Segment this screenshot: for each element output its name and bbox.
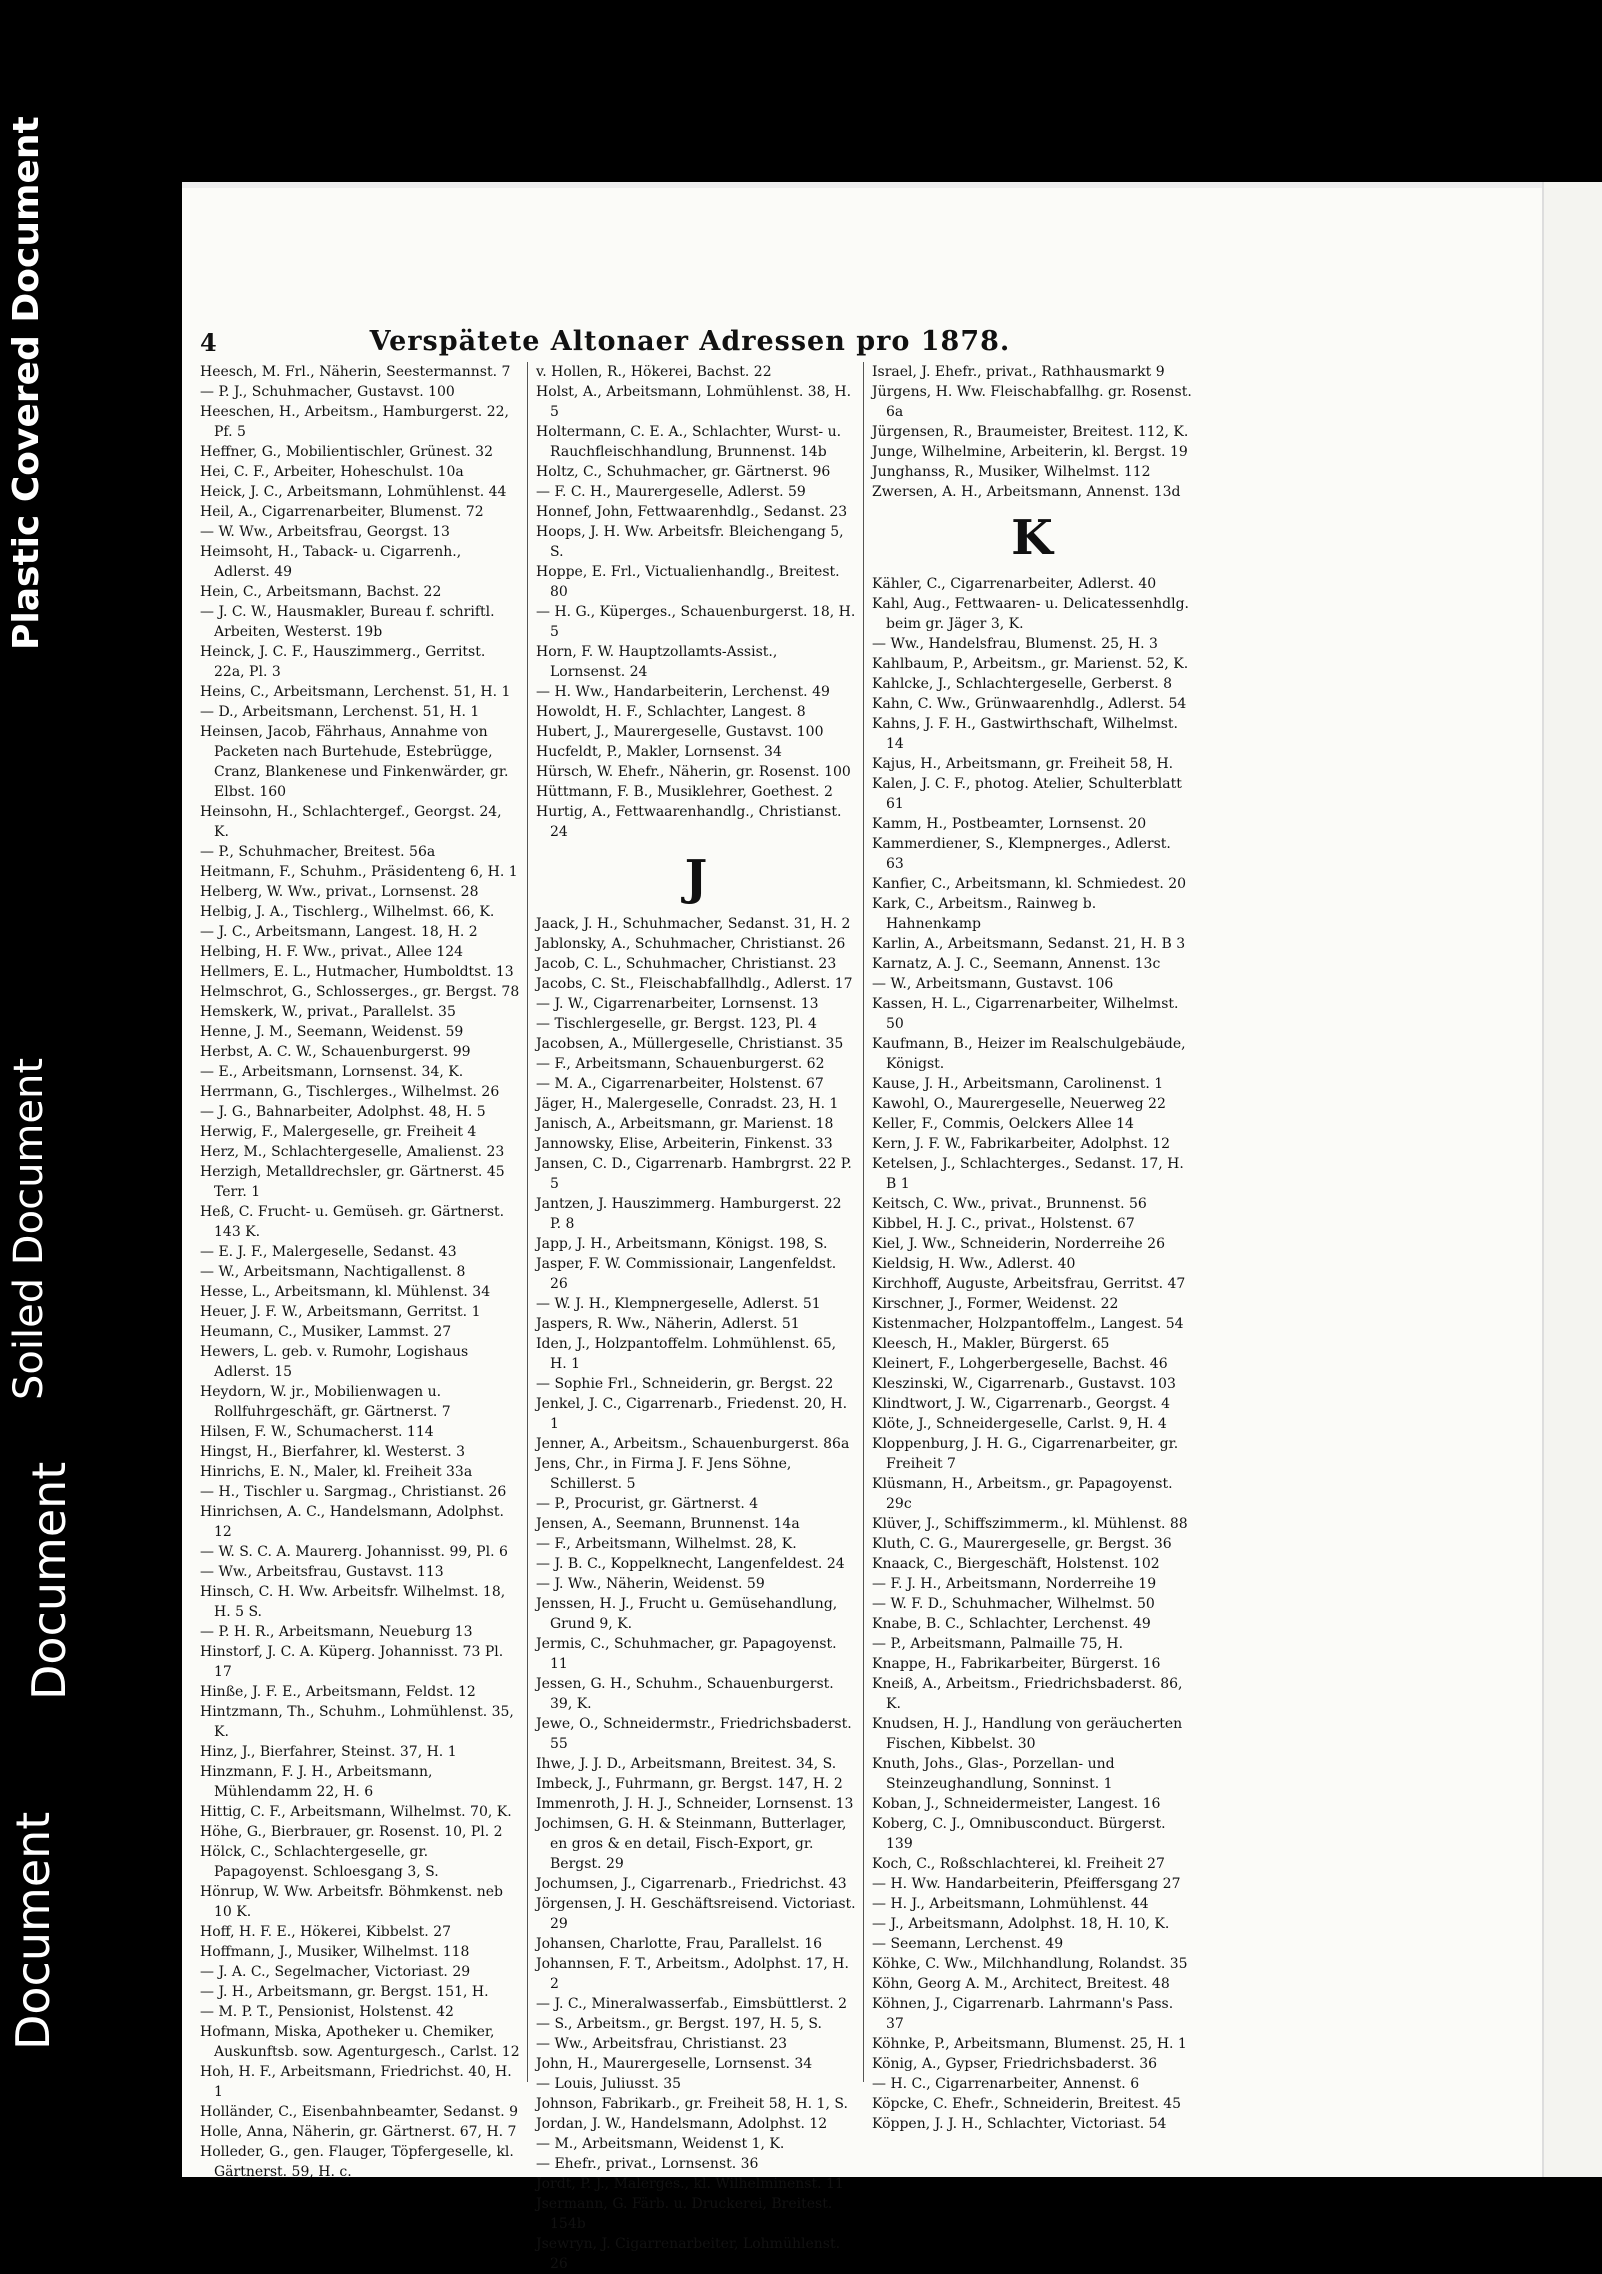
address-entry: Hoh, H. F., Arbeitsmann, Friedrichst. 40, H. 1 (200, 2064, 512, 2100)
address-entry: Israel, J. Ehefr., privat., Rathhausmarkt 9 (872, 364, 1165, 380)
address-entry: — H. Ww. Handarbeiterin, Pfeiffersgang 27 (872, 1876, 1181, 1892)
address-entry: Jensen, A., Seemann, Brunnenst. 14a (536, 1516, 800, 1532)
address-entry: Klöte, J., Schneidergeselle, Carlst. 9, H. 4 (872, 1416, 1167, 1432)
address-entry: Horn, F. W. Hauptzollamts-Assist., Lornsenst. 24 (536, 644, 778, 680)
address-entry: v. Hollen, R., Hökerei, Bachst. 22 (536, 364, 772, 380)
address-entry: Hucfeldt, P., Makler, Lornsenst. 34 (536, 744, 782, 760)
address-entry: Kahlbaum, P., Arbeitsm., gr. Marienst. 52, K. (872, 656, 1189, 672)
address-entry: Hinzmann, F. J. H., Arbeitsmann, Mühlendamm 22, H. 6 (200, 1764, 433, 1800)
address-entry: Ihwe, J. J. D., Arbeitsmann, Breitest. 34, S. (536, 1756, 837, 1772)
address-entry: Hubert, J., Maurergeselle, Gustavst. 100 (536, 724, 824, 740)
address-entry: Jochumsen, J., Cigarrenarb., Friedrichst. 43 (536, 1876, 847, 1892)
address-entry: Kiel, J. Ww., Schneiderin, Norderreihe 26 (872, 1236, 1165, 1252)
address-entry: — P., Procurist, gr. Gärtnerst. 4 (536, 1496, 759, 1512)
address-entry: — J. C. W., Hausmakler, Bureau f. schriftl. Arbeiten, Westerst. 19b (200, 604, 495, 640)
address-entry: Junghanss, R., Musiker, Wilhelmst. 112 (872, 464, 1151, 480)
column-1 (200, 362, 520, 2180)
address-entry: Herz, M., Schlachtergeselle, Amalienst. 23 (200, 1144, 505, 1160)
address-entry: Kajus, H., Arbeitsmann, gr. Freiheit 58, H. (872, 756, 1174, 772)
document-page (182, 182, 1600, 2272)
address-entry: — W. J. H., Klempnergeselle, Adlerst. 51 (536, 1296, 821, 1312)
address-entry: — W. Ww., Arbeitsfrau, Georgst. 13 (200, 524, 450, 540)
address-entry: Jordan, J. W., Handelsmann, Adolphst. 12 (536, 2116, 828, 2132)
address-entry: Ketelsen, J., Schlachterges., Sedanst. 17, H. B 1 (872, 1156, 1184, 1192)
address-entry: Hein, C., Arbeitsmann, Bachst. 22 (200, 584, 442, 600)
address-entry: Iden, J., Holzpantoffelm. Lohmühlenst. 65, H. 1 (536, 1336, 837, 1372)
address-entry: Jessen, G. H., Schuhm., Schauenburgerst. 39, K. (536, 1676, 834, 1712)
address-entry: Heß, C. Frucht- u. Gemüseh. gr. Gärtnerst. 143 K. (200, 1204, 505, 1240)
address-columns (200, 362, 1192, 2272)
address-entry: Honnef, John, Fettwaarenhdlg., Sedanst. 23 (536, 504, 848, 520)
address-entry: Knudsen, H. J., Handlung von geräucherten Fischen, Kibbelst. 30 (872, 1716, 1183, 1752)
spine-label-soiled: Soiled Document (6, 1057, 52, 1400)
address-entry: — Ww., Handelsfrau, Blumenst. 25, H. 3 (872, 636, 1158, 652)
address-entry: Jacob, C. L., Schuhmacher, Christianst. 23 (536, 956, 837, 972)
section-letter: K (1011, 510, 1053, 566)
address-entry: Heinsen, Jacob, Fährhaus, Annahme von Packeten nach Burtehude, Estebrügge, Cranz, Blankenese und Finkenwärder, gr. Elbst. 160 (200, 724, 509, 800)
address-entry: Johansen, Charlotte, Frau, Parallelst. 16 (536, 1936, 823, 1952)
address-entry: — J. B. C., Koppelknecht, Langenfeldest. 24 (536, 1556, 845, 1572)
address-entry: — H. Ww., Handarbeiterin, Lerchenst. 49 (536, 684, 830, 700)
address-entry: Jenkel, J. C., Cigarrenarb., Friedenst. 20, H. 1 (536, 1396, 848, 1432)
address-entry: Heinck, J. C. F., Hauszimmerg., Gerritst. 22a, Pl. 3 (200, 644, 486, 680)
address-entry: Heumann, C., Musiker, Lammst. 27 (200, 1324, 452, 1340)
address-entry: — H. C., Cigarrenarbeiter, Annenst. 6 (872, 2076, 1140, 2092)
column-divider (863, 362, 864, 2082)
page-number: 4 (200, 328, 217, 357)
address-entry: Kause, J. H., Arbeitsmann, Carolinenst. 1 (872, 1076, 1164, 1092)
address-entry: Kneiß, A., Arbeitsm., Friedrichsbaderst. 86, K. (872, 1676, 1183, 1712)
address-entry: Hofmann, Miska, Apotheker u. Chemiker, Auskunftsb. sow. Agenturgesch., Carlst. 12 (200, 2024, 520, 2060)
address-entry: — Tischlergeselle, gr. Bergst. 123, Pl. 4 (536, 1016, 817, 1032)
address-entry: — F., Arbeitsmann, Schauenburgerst. 62 (536, 1056, 825, 1072)
address-entry: — Ww., Arbeitsfrau, Christianst. 23 (536, 2036, 788, 2052)
address-entry: — J. A. C., Segelmacher, Victoriast. 29 (200, 1964, 471, 1980)
address-entry: Jenssen, H. J., Frucht u. Gemüsehandlung, Grund 9, K. (536, 1596, 838, 1632)
address-entry: — Seemann, Lerchenst. 49 (872, 1936, 1064, 1952)
address-entry: Jansen, C. D., Cigarrenarb. Hambrgrst. 22 P. 5 (536, 1156, 852, 1192)
address-entry: Hilsen, F. W., Schumacherst. 114 (200, 1424, 434, 1440)
address-entry: Zwersen, A. H., Arbeitsmann, Annenst. 13d (872, 484, 1181, 500)
address-entry: Junge, Wilhelmine, Arbeiterin, kl. Bergst. 19 (872, 444, 1188, 460)
address-entry: Hintzmann, Th., Schuhm., Lohmühlenst. 35, K. (200, 1704, 514, 1740)
address-entry: — H., Tischler u. Sargmag., Christianst. 26 (200, 1484, 507, 1500)
address-entry: — P. J., Schuhmacher, Gustavst. 100 (200, 384, 455, 400)
address-entry: Kawohl, O., Maurergeselle, Neuerweg 22 (872, 1096, 1166, 1112)
column-2 (536, 362, 856, 2272)
address-entry: Koberg, C. J., Omnibusconduct. Bürgerst. 139 (872, 1816, 1166, 1852)
address-entry: — J. C., Arbeitsmann, Langest. 18, H. 2 (200, 924, 478, 940)
address-entry: — F. J. H., Arbeitsmann, Norderreihe 19 (872, 1576, 1157, 1592)
address-entry: Kirschner, J., Former, Weidenst. 22 (872, 1296, 1119, 1312)
address-entry: Hinz, J., Bierfahrer, Steinst. 37, H. 1 (200, 1744, 457, 1760)
address-entry: Heitmann, F., Schuhm., Präsidenteng 6, H. 1 (200, 864, 518, 880)
address-entry: — W. F. D., Schuhmacher, Wilhelmst. 50 (872, 1596, 1155, 1612)
address-entry: — W., Arbeitsmann, Nachtigallenst. 8 (200, 1264, 466, 1280)
address-entry: Keitsch, C. Ww., privat., Brunnenst. 56 (872, 1196, 1147, 1212)
address-entry: Heimsoht, H., Taback- u. Cigarrenh., Adlerst. 49 (200, 544, 462, 580)
address-entry: Helberg, W. Ww., privat., Lornsenst. 28 (200, 884, 479, 900)
address-entry: — D., Arbeitsmann, Lerchenst. 51, H. 1 (200, 704, 480, 720)
address-entry: Kahn, C. Ww., Grünwaarenhdlg., Adlerst. 54 (872, 696, 1187, 712)
address-entry: Heuer, J. F. W., Arbeitsmann, Gerritst. 1 (200, 1304, 481, 1320)
address-entry: Hei, C. F., Arbeiter, Hoheschulst. 10a (200, 464, 464, 480)
spine-label-plastic: Plastic Covered Document (6, 116, 47, 650)
address-entry: — F., Arbeitsmann, Wilhelmst. 28, K. (536, 1536, 797, 1552)
address-entry: Koban, J., Schneidermeister, Langest. 16 (872, 1796, 1161, 1812)
address-entry: Kistenmacher, Holzpantoffelm., Langest. 54 (872, 1316, 1184, 1332)
address-entry: Hinrichs, E. N., Maler, kl. Freiheit 33a (200, 1464, 473, 1480)
address-entry: Hesse, L., Arbeitsmann, kl. Mühlenst. 34 (200, 1284, 491, 1300)
address-entry: — S., Arbeitsm., gr. Bergst. 197, H. 5, S. (536, 2016, 822, 2032)
address-entry: Kaufmann, B., Heizer im Realschulgebäude, Königst. (872, 1036, 1186, 1072)
address-entry: — Ehefr., privat., Lornsenst. 36 (536, 2156, 759, 2172)
address-entry: Kähler, C., Cigarrenarbeiter, Adlerst. 40 (872, 576, 1157, 592)
address-entry: Keller, F., Commis, Oelckers Allee 14 (872, 1116, 1134, 1132)
address-entry: Hewers, L. geb. v. Rumohr, Logishaus Adlerst. 15 (200, 1344, 469, 1380)
address-entry: Heick, J. C., Arbeitsmann, Lohmühlenst. 44 (200, 484, 507, 500)
address-entry: Köpcke, C. Ehefr., Schneiderin, Breitest. 45 (872, 2096, 1182, 2112)
address-entry: Kassen, H. L., Cigarrenarbeiter, Wilhelmst. 50 (872, 996, 1179, 1032)
address-entry: — J., Arbeitsmann, Adolphst. 18, H. 10, K. (872, 1916, 1170, 1932)
address-entry: Jochimsen, G. H. & Steinmann, Butterlager, en gros & en detail, Fisch-Export, gr. Bergst. 29 (536, 1816, 847, 1872)
address-entry: Heeschen, H., Arbeitsm., Hamburgerst. 22, Pf. 5 (200, 404, 509, 440)
address-entry: Kleesch, H., Makler, Bürgerst. 65 (872, 1336, 1110, 1352)
address-entry: Jantzen, J. Hauszimmerg. Hamburgerst. 22 P. 8 (536, 1196, 842, 1232)
address-entry: — J. H., Arbeitsmann, gr. Bergst. 151, H. (200, 1984, 489, 2000)
address-entry: — H. G., Küperges., Schauenburgerst. 18, H. 5 (536, 604, 856, 640)
section-letter: J (684, 850, 708, 906)
address-entry: Hoops, J. H. Ww. Arbeitsfr. Bleichengang 5, S. (536, 524, 844, 560)
address-entry: Jörgensen, J. H. Geschäftsreisend. Victoriast. 29 (536, 1896, 856, 1932)
address-entry: Jacobsen, A., Müllergeselle, Christianst. 35 (536, 1036, 844, 1052)
spine-label-document-2: Document (22, 1461, 76, 1700)
address-entry: Kalen, J. C. F., photog. Atelier, Schulterblatt 61 (872, 776, 1182, 812)
address-entry: Kahns, J. F. H., Gastwirthschaft, Wilhelmst. 14 (872, 716, 1178, 752)
address-entry: Kern, J. F. W., Fabrikarbeiter, Adolphst. 12 (872, 1136, 1171, 1152)
address-entry: Jürgens, H. Ww. Fleischabfallhg. gr. Rosenst. 6a (872, 384, 1192, 420)
address-entry: — F. C. H., Maurergeselle, Adlerst. 59 (536, 484, 806, 500)
address-entry: Holst, A., Arbeitsmann, Lohmühlenst. 38, H. 5 (536, 384, 852, 420)
address-entry: Helbig, J. A., Tischlerg., Wilhelmst. 66, K. (200, 904, 495, 920)
address-entry: — J. W., Cigarrenarbeiter, Lornsenst. 13 (536, 996, 819, 1012)
page-edge (1542, 182, 1602, 2177)
address-entry: Hoffmann, J., Musiker, Wilhelmst. 118 (200, 1944, 470, 1960)
address-entry: — J. G., Bahnarbeiter, Adolphst. 48, H. 5 (200, 1104, 486, 1120)
column-divider (527, 362, 528, 2082)
address-entry: Koch, C., Roßschlachterei, kl. Freiheit 27 (872, 1856, 1165, 1872)
address-entry: Jsermann, G. Färb. u. Druckerei, Breitest. 154b (536, 2196, 833, 2232)
address-entry: Hingst, H., Bierfahrer, kl. Westerst. 3 (200, 1444, 466, 1460)
address-entry: Karlin, A., Arbeitsmann, Sedanst. 21, H. B 3 (872, 936, 1186, 952)
address-entry: — E. J. F., Malergeselle, Sedanst. 43 (200, 1244, 457, 1260)
address-entry: Kluth, C. G., Maurergeselle, gr. Bergst. 36 (872, 1536, 1172, 1552)
address-entry: Holleder, G., gen. Flauger, Töpfergeselle, kl. Gärtnerst. 59, H. c. (200, 2144, 514, 2180)
address-entry: Karnatz, A. J. C., Seemann, Annenst. 13c (872, 956, 1161, 972)
column-3 (872, 362, 1192, 2132)
address-entry: — W. S. C. A. Maurerg. Johannisst. 99, Pl. 6 (200, 1544, 508, 1560)
address-entry: Helmschrot, G., Schlosserges., gr. Bergst. 78 (200, 984, 520, 1000)
address-entry: — M. A., Cigarrenarbeiter, Holstenst. 67 (536, 1076, 824, 1092)
address-entry: Holländer, C., Eisenbahnbeamter, Sedanst. 9 (200, 2104, 519, 2120)
address-entry: Holle, Anna, Näherin, gr. Gärtnerst. 67, H. 7 (200, 2124, 517, 2140)
address-entry: — P. H. R., Arbeitsmann, Neueburg 13 (200, 1624, 473, 1640)
address-entry: Hemskerk, W., privat., Parallelst. 35 (200, 1004, 456, 1020)
address-entry: Knappe, H., Fabrikarbeiter, Bürgerst. 16 (872, 1656, 1161, 1672)
address-entry: Köhnen, J., Cigarrenarb. Lahrmann's Pass. 37 (872, 1996, 1174, 2032)
address-entry: — Louis, Juliusst. 35 (536, 2076, 682, 2092)
address-entry: — M., Arbeitsmann, Weidenst 1, K. (536, 2136, 785, 2152)
address-entry: Helbing, H. F. Ww., privat., Allee 124 (200, 944, 464, 960)
address-entry: Klüver, J., Schiffszimmerm., kl. Mühlenst. 88 (872, 1516, 1188, 1532)
address-entry: Heinsohn, H., Schlachtergef., Georgst. 24, K. (200, 804, 502, 840)
address-entry: Hüttmann, F. B., Musiklehrer, Goethest. 2 (536, 784, 833, 800)
address-entry: — P., Schuhmacher, Breitest. 56a (200, 844, 436, 860)
address-entry: Hinstorf, J. C. A. Küperg. Johannisst. 73 Pl. 17 (200, 1644, 504, 1680)
address-entry: Hoff, H. F. E., Hökerei, Kibbelst. 27 (200, 1924, 452, 1940)
address-entry: — E., Arbeitsmann, Lornsenst. 34, K. (200, 1064, 464, 1080)
address-entry: Henne, J. M., Seemann, Weidenst. 59 (200, 1024, 464, 1040)
address-entry: Heesch, M. Frl., Näherin, Seestermannst. 7 (200, 364, 511, 380)
page-title: Verspätete Altonaer Adressen pro 1878. (369, 326, 1011, 357)
address-entry: Knuth, Johs., Glas-, Porzellan- und Steinzeughandlung, Sonninst. 1 (872, 1756, 1115, 1792)
address-entry: Klüsmann, H., Arbeitsm., gr. Papagoyenst. 29c (872, 1476, 1173, 1512)
address-entry: Kieldsig, H. Ww., Adlerst. 40 (872, 1256, 1076, 1272)
address-entry: — J. Ww., Näherin, Weidenst. 59 (536, 1576, 765, 1592)
address-entry: Köppen, J. J. H., Schlachter, Victoriast. 54 (872, 2116, 1167, 2132)
address-entry: Heil, A., Cigarrenarbeiter, Blumenst. 72 (200, 504, 484, 520)
address-entry: Herzigh, Metalldrechsler, gr. Gärtnerst. 45 Terr. 1 (200, 1164, 505, 1200)
address-entry: Hittig, C. F., Arbeitsmann, Wilhelmst. 70, K. (200, 1804, 512, 1820)
address-entry: Jermis, C., Schuhmacher, gr. Papagoyenst. 11 (536, 1636, 837, 1672)
address-entry: Kloppenburg, J. H. G., Cigarrenarbeiter, gr. Freiheit 7 (872, 1436, 1179, 1472)
address-entry: Jordt, P. J., Malerges., kl. Wilhelminenst. 11 (536, 2176, 844, 2192)
address-entry: Johnson, Fabrikarb., gr. Freiheit 58, H. 1, S. (536, 2096, 848, 2112)
address-entry: Knaack, C., Biergeschäft, Holstenst. 102 (872, 1556, 1160, 1572)
address-entry: — J. C., Mineralwasserfab., Eimsbüttlerst. 2 (536, 1996, 848, 2012)
address-entry: Imbeck, J., Fuhrmann, gr. Bergst. 147, H. 2 (536, 1776, 843, 1792)
address-entry: Hinrichsen, A. C., Handelsmann, Adolphst. 12 (200, 1504, 504, 1540)
address-entry: — M. P. T., Pensionist, Holstenst. 42 (200, 2004, 454, 2020)
page-header (200, 322, 1180, 362)
address-entry: Janisch, A., Arbeitsmann, gr. Marienst. 18 (536, 1116, 834, 1132)
address-entry: Heydorn, W. jr., Mobilienwagen u. Rollfuhrgeschäft, gr. Gärtnerst. 7 (200, 1384, 451, 1420)
address-entry: Heins, C., Arbeitsmann, Lerchenst. 51, H. 1 (200, 684, 511, 700)
address-entry: — P., Arbeitsmann, Palmaille 75, H. (872, 1636, 1124, 1652)
address-entry: Knabe, B. C., Schlachter, Lerchenst. 49 (872, 1616, 1151, 1632)
address-entry: Hellmers, E. L., Hutmacher, Humboldtst. 13 (200, 964, 514, 980)
address-entry: Jäger, H., Malergeselle, Conradst. 23, H. 1 (536, 1096, 839, 1112)
address-entry: Howoldt, H. F., Schlachter, Langest. 8 (536, 704, 806, 720)
address-entry: Kark, C., Arbeitsm., Rainweg b. Hahnenkamp (872, 896, 1097, 932)
address-entry: Holtermann, C. E. A., Schlachter, Wurst- u. Rauchfleischhandlung, Brunnenst. 14b (536, 424, 842, 460)
address-entry: Jaspers, R. Ww., Näherin, Adlerst. 51 (536, 1316, 800, 1332)
address-entry: Klindtwort, J. W., Cigarrenarb., Georgst. 4 (872, 1396, 1171, 1412)
address-entry: Köhke, C. Ww., Milchhandlung, Rolandst. 35 (872, 1956, 1188, 1972)
address-entry: Hürsch, W. Ehefr., Näherin, gr. Rosenst. 100 (536, 764, 851, 780)
address-entry: Jasper, F. W. Commissionair, Langenfeldst. 26 (536, 1256, 837, 1292)
address-entry: Jenner, A., Arbeitsm., Schauenburgerst. 86a (536, 1436, 850, 1452)
spine-label-document: Document (6, 1811, 60, 2050)
address-entry: — Ww., Arbeitsfrau, Gustavst. 113 (200, 1564, 444, 1580)
address-entry: Kahl, Aug., Fettwaaren- u. Delicatessenhdlg. beim gr. Jäger 3, K. (872, 596, 1189, 632)
address-entry: König, A., Gypser, Friedrichsbaderst. 36 (872, 2056, 1158, 2072)
address-entry: Höhe, G., Bierbrauer, gr. Rosenst. 10, Pl. 2 (200, 1824, 503, 1840)
address-entry: Köhnke, P., Arbeitsmann, Blumenst. 25, H. 1 (872, 2036, 1187, 2052)
address-entry: Jacobs, C. St., Fleischabfallhdlg., Adlerst. 17 (536, 976, 853, 992)
address-entry: — Sophie Frl., Schneiderin, gr. Bergst. 22 (536, 1376, 834, 1392)
address-entry: Kamm, H., Postbeamter, Lornsenst. 20 (872, 816, 1147, 832)
address-entry: Heffner, G., Mobilientischler, Grünest. 32 (200, 444, 493, 460)
address-entry: Hölck, C., Schlachtergeselle, gr. Papagoyenst. Schloesgang 3, S. (200, 1844, 439, 1880)
address-entry: Köhn, Georg A. M., Architect, Breitest. 48 (872, 1976, 1170, 1992)
address-entry: Jablonsky, A., Schuhmacher, Christianst. 26 (536, 936, 846, 952)
address-entry: Herbst, A. C. W., Schauenburgerst. 99 (200, 1044, 471, 1060)
address-entry: Kleinert, F., Lohgerbergeselle, Bachst. 46 (872, 1356, 1168, 1372)
address-entry: Herwig, F., Malergeselle, gr. Freiheit 4 (200, 1124, 477, 1140)
address-entry: Hinsch, C. H. Ww. Arbeitsfr. Wilhelmst. 18, H. 5 S. (200, 1584, 506, 1620)
address-entry: Kibbel, H. J. C., privat., Holstenst. 67 (872, 1216, 1135, 1232)
address-entry: John, H., Maurergeselle, Lornsenst. 34 (536, 2056, 813, 2072)
address-entry: Jewe, O., Schneidermstr., Friedrichsbaderst. 55 (536, 1716, 852, 1752)
address-entry: Hönrup, W. Ww. Arbeitsfr. Böhmkenst. neb 10 K. (200, 1884, 504, 1920)
address-entry: Jens, Chr., in Firma J. F. Jens Söhne, Schillerst. 5 (536, 1456, 792, 1492)
address-entry: Immenroth, J. H. J., Schneider, Lornsenst. 13 (536, 1796, 854, 1812)
address-entry: Kleszinski, W., Cigarrenarb., Gustavst. 103 (872, 1376, 1176, 1392)
address-entry: — W., Arbeitsmann, Gustavst. 106 (872, 976, 1114, 992)
address-entry: Kahlcke, J., Schlachtergeselle, Gerberst. 8 (872, 676, 1172, 692)
address-entry: Kanfier, C., Arbeitsmann, kl. Schmiedest. 20 (872, 876, 1187, 892)
address-entry: Hurtig, A., Fettwaarenhandlg., Christianst. 24 (536, 804, 842, 840)
address-entry: Johannsen, F. T., Arbeitsm., Adolphst. 17, H. 2 (536, 1956, 849, 1992)
address-entry: Kirchhoff, Auguste, Arbeitsfrau, Gerritst. 47 (872, 1276, 1186, 1292)
address-entry: Kammerdiener, S., Klempnerges., Adlerst. 63 (872, 836, 1171, 872)
address-entry: Herrmann, G., Tischlerges., Wilhelmst. 26 (200, 1084, 500, 1100)
address-entry: — H. J., Arbeitsmann, Lohmühlenst. 44 (872, 1896, 1149, 1912)
address-entry: Holtz, C., Schuhmacher, gr. Gärtnerst. 96 (536, 464, 831, 480)
address-entry: Jsewryn, J. Cigarrenarbeiter, Lohmühlenst. 26 (536, 2236, 841, 2272)
address-entry: Jürgensen, R., Braumeister, Breitest. 112, K. (872, 424, 1189, 440)
address-entry: Hoppe, E. Frl., Victualienhandlg., Breitest. 80 (536, 564, 840, 600)
address-entry: Jaack, J. H., Schuhmacher, Sedanst. 31, H. 2 (536, 916, 851, 932)
address-entry: Japp, J. H., Arbeitsmann, Königst. 198, S. (536, 1236, 828, 1252)
address-entry: Hinße, J. F. E., Arbeitsmann, Feldst. 12 (200, 1684, 476, 1700)
page-top-edge (182, 182, 1600, 188)
address-entry: Jannowsky, Elise, Arbeiterin, Finkenst. 33 (536, 1136, 833, 1152)
